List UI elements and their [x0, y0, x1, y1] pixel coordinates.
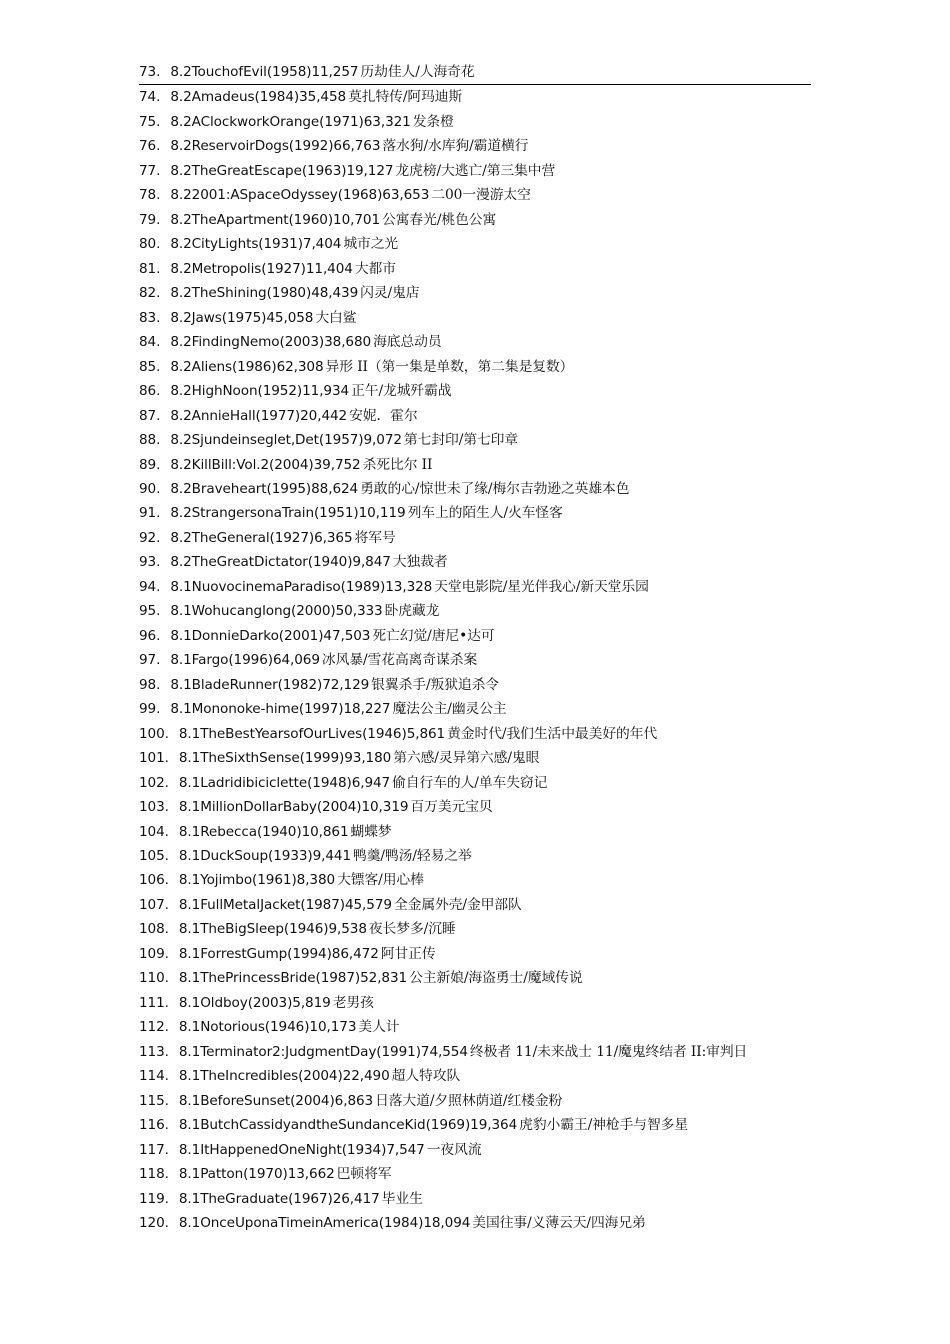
item-record: 8.1TheGraduate(1967)26,417	[178, 1190, 380, 1207]
list-item	[139, 624, 811, 648]
list-item	[139, 550, 811, 574]
list-item	[139, 599, 811, 623]
item-record: 8.1ForrestGump(1994)86,472	[178, 945, 379, 962]
item-record: 8.1OnceUponaTimeinAmerica(1984)18,094	[178, 1215, 471, 1232]
item-number: 88.	[139, 432, 161, 449]
item-number: 103.	[139, 799, 169, 816]
list-item	[139, 771, 811, 795]
item-chinese-title: 大白鲨	[315, 309, 357, 326]
list-item	[139, 281, 811, 305]
item-record: 8.1Patton(1970)13,662	[178, 1166, 335, 1183]
item-chinese-title: 一夜风流	[426, 1141, 482, 1158]
item-chinese-title: 第七封印/第七印章	[403, 432, 519, 449]
list-item	[139, 893, 811, 917]
item-chinese-title: 海底总动员	[373, 334, 442, 351]
list-item	[139, 1138, 811, 1162]
item-chinese-title: 龙虎榜/大逃亡/第三集中营	[395, 162, 556, 179]
item-number: 99.	[139, 701, 161, 718]
item-record: 8.1DonnieDarko(2001)47,503	[170, 627, 371, 644]
item-record: 8.1BeforeSunset(2004)6,863	[178, 1092, 374, 1109]
list-item	[139, 453, 811, 477]
item-chinese-title: 黄金时代/我们生活中最美好的年代	[447, 725, 658, 742]
item-record: 8.1Fargo(1996)64,069	[170, 652, 320, 669]
item-record: 8.1Terminator2:JudgmentDay(1991)74,554	[178, 1043, 468, 1060]
item-number: 95.	[139, 603, 161, 620]
item-chinese-title: 偷自行车的人/单车失窃记	[392, 774, 548, 791]
item-record: 8.2TheApartment(1960)10,701	[170, 211, 381, 228]
list-item	[139, 868, 811, 892]
item-number: 112.	[139, 1019, 169, 1036]
item-record: 8.1NuovocinemaParadiso(1989)13,328	[170, 578, 433, 595]
item-chinese-title: 美国往事/义薄云天/四海兄弟	[472, 1215, 646, 1232]
item-number: 101.	[139, 750, 169, 767]
list-item	[139, 942, 811, 966]
item-number: 105.	[139, 848, 169, 864]
item-record: 8.1FullMetalJacket(1987)45,579	[178, 896, 392, 913]
item-chinese-title: 列车上的陌生人/火车怪客	[407, 505, 563, 522]
list-item	[139, 404, 811, 428]
item-chinese-title: 鸭羹/鸭汤/轻易之举	[353, 848, 472, 864]
item-number: 83.	[139, 309, 161, 326]
item-chinese-title: 虎豹小霸王/神枪手与智多星	[519, 1117, 689, 1134]
item-record: 8.2Sjundeinseglet,Det(1957)9,072	[170, 432, 402, 449]
item-number: 86.	[139, 383, 161, 400]
item-number: 79.	[139, 211, 161, 228]
item-number: 111.	[139, 994, 169, 1011]
item-chinese-title: 落水狗/水库狗/霸道横行	[382, 138, 529, 155]
item-chinese-title: 公寓春光/桃色公寓	[382, 211, 497, 228]
item-chinese-title: 巴顿将军	[336, 1166, 392, 1183]
item-number: 117.	[139, 1141, 169, 1158]
item-number: 116.	[139, 1117, 169, 1134]
item-number: 97.	[139, 652, 161, 669]
item-number: 98.	[139, 676, 161, 693]
item-chinese-title: 魔法公主/幽灵公主	[392, 701, 507, 718]
list-item	[139, 820, 811, 844]
list-item	[139, 232, 811, 256]
item-number: 76.	[139, 138, 161, 155]
list-item	[139, 159, 811, 183]
item-number: 106.	[139, 872, 169, 889]
item-record: 8.2TouchofEvil(1958)11,257	[170, 64, 359, 80]
item-chinese-title: 勇敢的心/惊世未了缘/梅尔吉勃逊之英雄本色	[360, 480, 630, 497]
item-chinese-title: 夜长梦多/沉睡	[368, 921, 456, 938]
item-record: 8.1TheSixthSense(1999)93,180	[178, 750, 392, 767]
item-record: 8.2TheShining(1980)48,439	[170, 285, 359, 302]
item-chinese-title: 日落大道/夕照林荫道/红楼金粉	[375, 1092, 563, 1109]
list-item	[139, 501, 811, 525]
item-record: 8.2FindingNemo(2003)38,680	[170, 334, 372, 351]
item-chinese-title: 大都市	[354, 260, 396, 277]
list-item	[139, 1211, 811, 1235]
list-item	[139, 183, 811, 207]
item-number: 78.	[139, 187, 161, 204]
list-item	[139, 60, 811, 85]
item-number: 102.	[139, 774, 169, 791]
item-record: 8.2Metropolis(1927)11,404	[170, 260, 353, 277]
list-item	[139, 991, 811, 1015]
item-number: 107.	[139, 896, 169, 913]
list-item	[139, 526, 811, 550]
item-record: 8.1MillionDollarBaby(2004)10,319	[178, 799, 409, 816]
list-item	[139, 1064, 811, 1088]
item-record: 8.2HighNoon(1952)11,934	[170, 383, 350, 400]
item-chinese-title: 蝴蝶梦	[350, 823, 392, 840]
item-record: 8.2TheGeneral(1927)6,365	[170, 529, 353, 546]
list-item	[139, 575, 811, 599]
list-item	[139, 966, 811, 990]
item-number: 96.	[139, 627, 161, 644]
item-record: 8.2StrangersonaTrain(1951)10,119	[170, 505, 406, 522]
item-record: 8.1ItHappenedOneNight(1934)7,547	[178, 1141, 425, 1158]
item-record: 8.1DuckSoup(1933)9,441	[178, 848, 352, 864]
item-chinese-title: 第六感/灵异第六感/鬼眼	[393, 750, 540, 767]
item-chinese-title: 超人特攻队	[391, 1068, 461, 1085]
item-number: 91.	[139, 505, 161, 522]
item-chinese-title: 正午/龙城歼霸战	[351, 383, 452, 400]
item-record: 8.2Amadeus(1984)35,458	[170, 89, 347, 106]
item-number: 90.	[139, 480, 161, 497]
item-chinese-title: 城市之光	[343, 236, 399, 253]
list-item	[139, 85, 811, 109]
list-item	[139, 1162, 811, 1186]
list-item	[139, 110, 811, 134]
item-number: 108.	[139, 921, 169, 938]
item-number: 104.	[139, 823, 169, 840]
item-record: 8.2CityLights(1931)7,404	[170, 236, 342, 253]
item-record: 8.1Wohucanglong(2000)50,333	[170, 603, 383, 620]
list-item	[139, 917, 811, 941]
item-number: 75.	[139, 113, 161, 130]
item-record: 8.1BladeRunner(1982)72,129	[170, 676, 370, 693]
list-item	[139, 1015, 811, 1039]
item-record: 8.22001:ASpaceOdyssey(1968)63,653	[170, 187, 430, 204]
item-number: 113.	[139, 1043, 169, 1060]
list-item	[139, 1113, 811, 1137]
list-item	[139, 330, 811, 354]
list-item	[139, 134, 811, 158]
item-chinese-title: 毕业生	[381, 1190, 423, 1207]
list-item	[139, 1040, 811, 1064]
item-number: 89.	[139, 456, 161, 473]
item-chinese-title: 闪灵/鬼店	[360, 285, 420, 302]
item-chinese-title: 美人计	[358, 1019, 400, 1036]
list-item	[139, 697, 811, 721]
item-number: 85.	[139, 358, 161, 375]
item-record: 8.2Jaws(1975)45,058	[170, 309, 314, 326]
item-record: 8.2KillBill:Vol.2(2004)39,752	[170, 456, 361, 473]
list-item	[139, 477, 811, 501]
item-number: 73.	[139, 64, 161, 80]
list-item	[139, 648, 811, 672]
item-number: 119.	[139, 1190, 169, 1207]
list-item	[139, 1089, 811, 1113]
item-chinese-title: 天堂电影院/星光伴我心/新天堂乐园	[434, 578, 649, 595]
item-number: 115.	[139, 1092, 169, 1109]
list-item	[139, 306, 811, 330]
item-chinese-title: 死亡幻觉/唐尼•达可	[372, 627, 495, 644]
item-record: 8.2TheGreatEscape(1963)19,127	[170, 162, 394, 179]
item-chinese-title: 将军号	[354, 529, 396, 546]
item-chinese-title: 安妮．霍尔	[349, 407, 418, 424]
item-chinese-title: 阿甘正传	[380, 945, 436, 962]
item-record: 8.1ButchCassidyandtheSundanceKid(1969)19,364	[178, 1117, 518, 1134]
item-record: 8.2ReservoirDogs(1992)66,763	[170, 138, 381, 155]
item-record: 8.1TheBigSleep(1946)9,538	[178, 921, 367, 938]
item-number: 74.	[139, 89, 161, 106]
item-number: 82.	[139, 285, 161, 302]
item-record: 8.2TheGreatDictator(1940)9,847	[170, 554, 391, 571]
item-number: 118.	[139, 1166, 169, 1183]
item-record: 8.1Ladridibiciclette(1948)6,947	[178, 774, 391, 791]
item-chinese-title: 莫扎特传/阿玛迪斯	[348, 89, 463, 106]
list-item	[139, 257, 811, 281]
item-number: 120.	[139, 1215, 169, 1232]
item-number: 80.	[139, 236, 161, 253]
item-chinese-title: 银翼杀手/叛狱追杀令	[371, 676, 499, 693]
list-item	[139, 208, 811, 232]
list-item	[139, 844, 811, 868]
item-number: 81.	[139, 260, 161, 277]
item-record: 8.1TheBestYearsofOurLives(1946)5,861	[178, 725, 446, 742]
item-record: 8.2AnnieHall(1977)20,442	[170, 407, 348, 424]
item-chinese-title: 冰风暴/雪花高离奇谋杀案	[321, 652, 478, 669]
item-chinese-title: 杀死比尔 II	[362, 456, 433, 473]
item-number: 84.	[139, 334, 161, 351]
item-chinese-title: 百万美元宝贝	[410, 799, 493, 816]
item-record: 8.1Oldboy(2003)5,819	[178, 994, 331, 1011]
item-record: 8.1Mononoke-hime(1997)18,227	[170, 701, 391, 718]
item-chinese-title: 终极者 11/未来战士 11/魔鬼终结者 II:审判日	[469, 1043, 748, 1060]
item-number: 77.	[139, 162, 161, 179]
item-number: 93.	[139, 554, 161, 571]
item-number: 110.	[139, 970, 169, 987]
item-number: 114.	[139, 1068, 169, 1085]
item-chinese-title: 大独裁者	[392, 554, 448, 571]
item-record: 8.1Rebecca(1940)10,861	[178, 823, 349, 840]
item-number: 92.	[139, 529, 161, 546]
item-number: 109.	[139, 945, 169, 962]
item-chinese-title: 异形 II（第一集是单数，第二集是复数）	[325, 358, 574, 375]
item-number: 100.	[139, 725, 169, 742]
item-chinese-title: 二00一漫游太空	[431, 187, 531, 204]
item-chinese-title: 全金属外壳/金甲部队	[393, 896, 522, 913]
list-item	[139, 428, 811, 452]
item-record: 8.1Notorious(1946)10,173	[178, 1019, 357, 1036]
item-number: 94.	[139, 578, 161, 595]
item-number: 87.	[139, 407, 161, 424]
item-chinese-title: 发条橙	[412, 113, 454, 130]
list-item	[139, 722, 811, 746]
item-record: 8.2AClockworkOrange(1971)63,321	[170, 113, 411, 130]
list-item	[139, 746, 811, 770]
item-record: 8.1TheIncredibles(2004)22,490	[178, 1068, 390, 1085]
list-item	[139, 1187, 811, 1211]
item-chinese-title: 历劫佳人/人海奇花	[360, 64, 475, 80]
item-record: 8.2Braveheart(1995)88,624	[170, 480, 359, 497]
movie-list	[139, 60, 811, 1236]
list-item	[139, 379, 811, 403]
item-chinese-title: 公主新娘/海盗勇士/魔域传说	[409, 970, 583, 987]
item-record: 8.2Aliens(1986)62,308	[170, 358, 324, 375]
list-item	[139, 795, 811, 819]
item-record: 8.1ThePrincessBride(1987)52,831	[178, 970, 408, 987]
item-chinese-title: 大镖客/用心棒	[337, 872, 424, 889]
list-item	[139, 355, 811, 379]
item-chinese-title: 老男孩	[332, 994, 374, 1011]
list-item	[139, 673, 811, 697]
item-record: 8.1Yojimbo(1961)8,380	[178, 872, 336, 889]
item-chinese-title: 卧虎藏龙	[384, 603, 440, 620]
